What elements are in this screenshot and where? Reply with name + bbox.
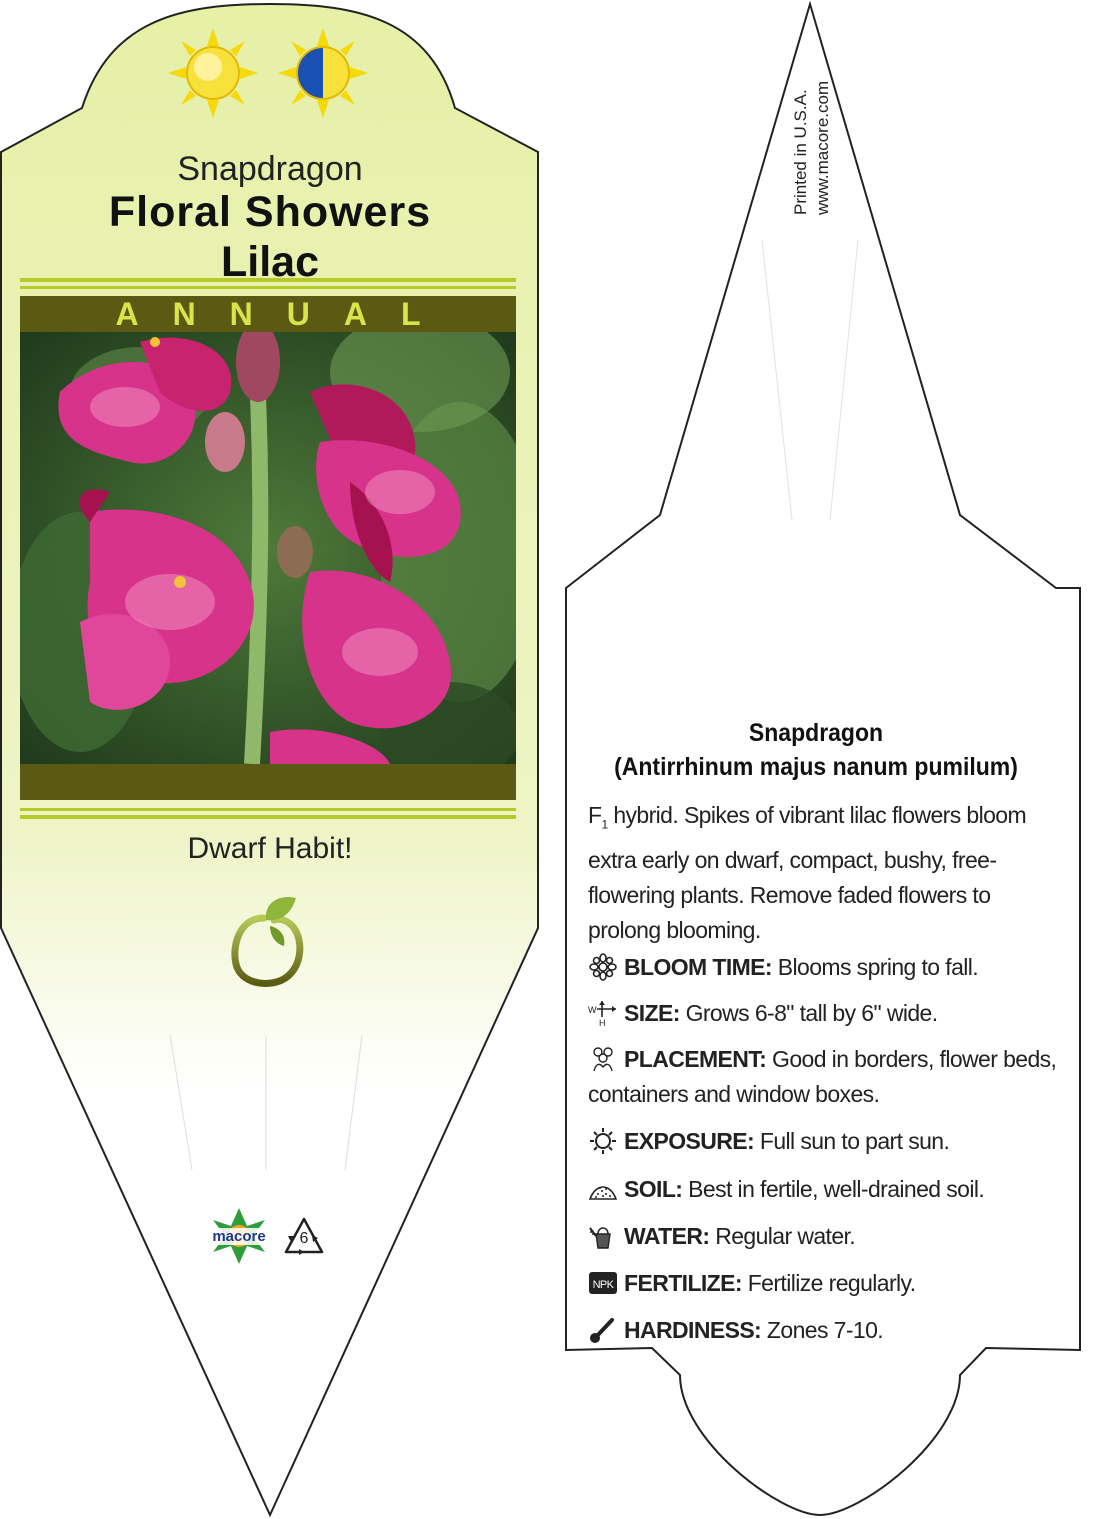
website: www.macore.com	[813, 80, 832, 215]
flower-icon	[588, 953, 618, 981]
recycle-code: 6	[299, 1230, 309, 1247]
care-text: Best in fertile, well-drained soil.	[688, 1176, 985, 1202]
plant-photo	[20, 332, 516, 764]
part-sun-icon	[276, 26, 370, 120]
care-row-size	[588, 996, 1058, 1031]
back-title	[586, 716, 1046, 784]
npk-icon	[588, 1269, 618, 1297]
svg-text:NPK: NPK	[592, 1279, 614, 1291]
description-sub: 1	[601, 817, 608, 832]
description	[588, 798, 1058, 948]
care-text: Good in borders, flower beds, containers and window boxes.	[588, 1046, 1057, 1107]
printed-info	[790, 81, 834, 215]
printed-in: Printed in U.S.A.	[791, 89, 810, 215]
care-label: FERTILIZE:	[624, 1270, 742, 1296]
care-row-exposure	[588, 1124, 1058, 1159]
care-text: Blooms spring to fall.	[777, 954, 979, 980]
care-row-soil	[588, 1172, 1058, 1207]
care-text: Zones 7-10.	[766, 1317, 884, 1343]
common-name: Snapdragon	[177, 150, 363, 188]
size-icon	[588, 999, 618, 1027]
macore-logo-text: macore	[204, 1228, 274, 1245]
thermometer-icon	[588, 1316, 618, 1344]
care-label: WATER:	[624, 1223, 710, 1249]
annual-banner-text: ANNUAL	[115, 296, 455, 332]
svg-text:W: W	[588, 1005, 596, 1015]
annual-banner	[20, 296, 516, 332]
care-label: SOIL:	[624, 1176, 683, 1202]
description-f: F	[588, 802, 602, 828]
variety-name-line1: Floral Showers	[108, 188, 432, 236]
botanical-name: (Antirrhinum majus nanum pumilum)	[614, 753, 1018, 781]
watering-can-icon	[588, 1222, 618, 1250]
care-text: Regular water.	[715, 1223, 856, 1249]
care-label: HARDINESS:	[624, 1317, 762, 1343]
feature-text: Dwarf Habit!	[187, 832, 353, 865]
sun-icon	[588, 1127, 618, 1155]
care-row-fertilize	[588, 1266, 1058, 1301]
care-row-water	[588, 1219, 1058, 1254]
care-row-bloom-time	[588, 950, 1058, 985]
care-row-placement	[588, 1042, 1058, 1112]
full-sun-icon	[166, 26, 260, 120]
back-common-name: Snapdragon	[748, 719, 884, 747]
swirl-leaf-logo	[224, 890, 314, 990]
care-label: BLOOM TIME:	[624, 954, 772, 980]
description-text: hybrid. Spikes of vibrant lilac flowers bloom extra early on dwarf, compact, bushy, free-flowering plants. Remove faded flowers to prolong blooming.	[588, 802, 1027, 943]
snapdragon-flower-image	[20, 332, 516, 764]
care-label: SIZE:	[624, 1000, 680, 1026]
soil-icon	[588, 1175, 618, 1203]
svg-text:H: H	[599, 1018, 605, 1027]
care-text: Full sun to part sun.	[759, 1128, 950, 1154]
placement-icon	[588, 1045, 618, 1073]
care-row-hardiness	[588, 1313, 1058, 1348]
care-text: Grows 6-8" tall by 6" wide.	[685, 1000, 938, 1026]
care-label: PLACEMENT:	[624, 1046, 767, 1072]
care-text: Fertilize regularly.	[747, 1270, 916, 1296]
care-label: EXPOSURE:	[624, 1128, 755, 1154]
variety-name-line2: Lilac	[221, 238, 319, 286]
photo-bottom-bar	[20, 764, 516, 800]
